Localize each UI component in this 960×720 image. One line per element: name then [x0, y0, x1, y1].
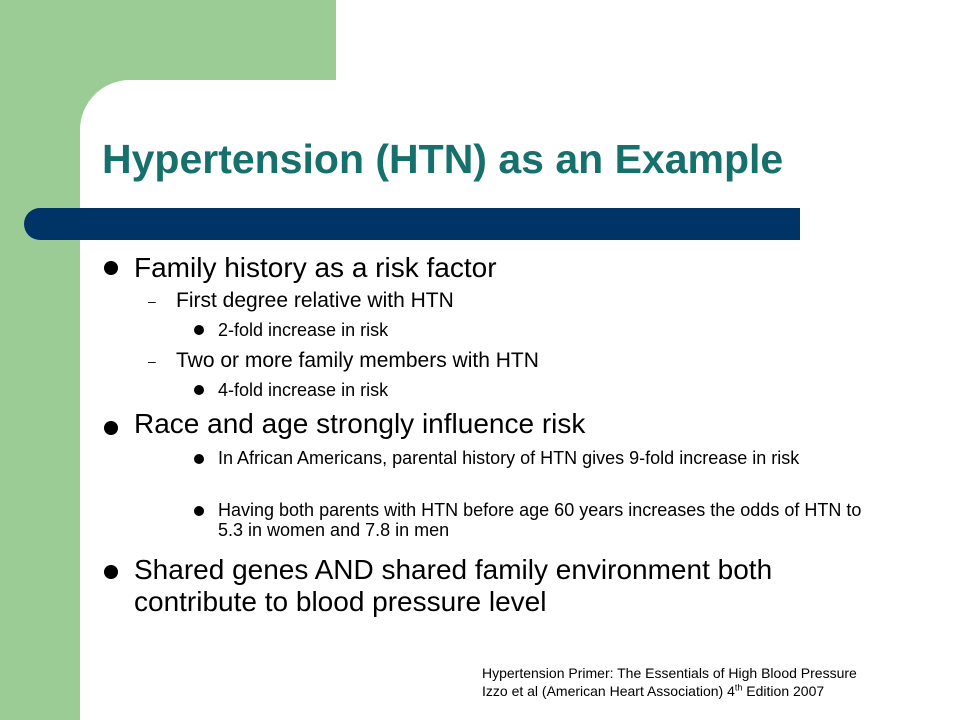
- citation-edition: Edition 2007: [742, 683, 825, 699]
- sub-bullet-two-or-more: Two or more family members with HTN: [176, 349, 539, 372]
- bullet-family-history: Family history as a risk factor: [134, 252, 497, 283]
- citation-superscript: th: [734, 682, 743, 693]
- sub-sub-bullet-4fold: 4-fold increase in risk: [218, 380, 389, 400]
- citation-line-1: Hypertension Primer: The Essentials of High Blood Pressure: [482, 665, 857, 681]
- bullet-shared-genes: Shared genes AND shared family environment both contribute to blood pressure level: [134, 554, 773, 617]
- bullet-dot: [104, 421, 118, 435]
- bullet-dot: [194, 454, 204, 464]
- bullet-dot: [194, 506, 204, 516]
- citation-authors: Izzo et al (American Heart Association) 4: [482, 683, 735, 699]
- citation-line-2: [482, 682, 857, 700]
- bullet-dot: [104, 261, 118, 275]
- dash-marker: –: [148, 353, 156, 369]
- bullet-race-age: Race and age strongly influence risk: [134, 408, 586, 439]
- sub-bullet-both-parents: Having both parents with HTN before age 60 years increases the odds of HTN to 5.3 in women and 7.8 in men: [218, 500, 862, 540]
- bullet-dot: [194, 325, 204, 335]
- slide-title: Hypertension (HTN) as an Example: [102, 136, 784, 182]
- dash-marker: –: [148, 293, 156, 309]
- sub-bullet-first-degree: First degree relative with HTN: [176, 289, 454, 312]
- sub-sub-bullet-2fold: 2-fold increase in risk: [218, 320, 389, 340]
- citation: [482, 664, 857, 700]
- sub-bullet-african-americans: In African Americans, parental history of HTN gives 9-fold increase in risk: [218, 448, 800, 468]
- bullet-dot: [194, 385, 204, 395]
- bullet-dot: [104, 565, 118, 579]
